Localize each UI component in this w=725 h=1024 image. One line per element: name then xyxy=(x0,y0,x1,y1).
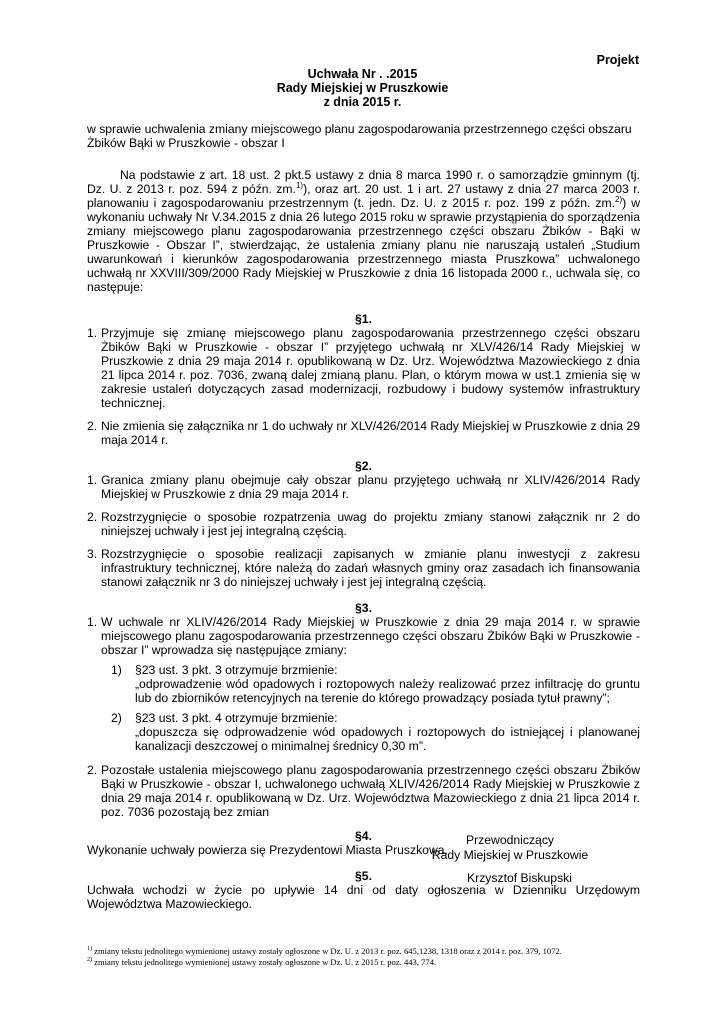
item-intro: W uchwale nr XLIV/426/2014 Rady Miejskiej w Pruszkowie z dnia 29 maja 2014 r. w sprawie miejscowego planu zagospodarowania przestrzennego części obszaru Żbików Bąki w Pruszkowie - obszar I” wprowadza się następujące zmiany: xyxy=(101,615,640,657)
item-number: 2. xyxy=(87,419,98,433)
sub-item-heading: §23 ust. 3 pkt. 3 otrzymuje brzmienie: xyxy=(135,663,338,677)
footnote-ref-1: 1) xyxy=(295,180,304,190)
section-5-title: §5. xyxy=(355,869,372,883)
section-2-list xyxy=(87,473,640,589)
footnote xyxy=(87,957,647,968)
item-number: 2. xyxy=(87,763,98,777)
sub-item-text: „dopuszcza się odprowadzenie wód opadowych i roztopowych do istniejącej i planowanej kanalizacji deszczowej o minimalnej średnicy 0,30 m”. xyxy=(135,725,640,753)
list-item xyxy=(87,763,640,819)
resolution-header xyxy=(0,67,725,109)
section-4-title: §4. xyxy=(355,829,372,843)
council-name: Rady Miejskiej w Pruszkowie xyxy=(276,81,449,95)
footnotes xyxy=(87,946,647,968)
item-text: Rozstrzygnięcie o sposobie rozpatrzenia uwag do projektu zmiany stanowi załącznik nr 2 do niniejszej uchwały i jest jej integralną częścią. xyxy=(101,510,640,538)
list-item xyxy=(87,547,640,589)
sub-item-heading: §23 ust. 3 pkt. 4 otrzymuje brzmienie: xyxy=(135,711,338,725)
item-number: 1. xyxy=(87,615,98,629)
list-item xyxy=(87,615,640,759)
item-text: Rozstrzygnięcie o sposobie realizacji zapisanych w zmianie planu inwestycji z zakresu infrastruktury technicznej, które należą do zadań własnych gminy oraz zasadach ich finansowania stanowi załącznik nr 3 do niniejszej uchwały i jest jej integralną częścią. xyxy=(101,547,640,589)
item-text xyxy=(101,615,640,759)
section-1-title: §1. xyxy=(355,312,372,326)
sub-item-number: 2) xyxy=(111,711,122,725)
document-body xyxy=(87,122,640,923)
item-number: 1. xyxy=(87,473,98,487)
intro-part3: ) w wykonaniu uchwały Nr V.34.2015 z dnia 26 lutego 2015 roku w sprawie przystąpienia do sporządzenia zmiany miejscowego planu zagospodarowania przestrzennego części obszaru Żbików - Bąki w Pruszkowie - Obszar I”, stwierdzając, że ustalenia zmiany planu nie naruszają ustaleń „Studium uwarunkowań i kierunków zagospodarowania przestrzennego miasta Pruszkowa” uchwalonego uchwałą nr XXVIII/309/2000 Rady Miejskiej w Pruszkowie z dnia 16 listopada 2000 r., uchwala się, co następuje: xyxy=(87,196,641,294)
signatory-name: Krzysztof Biskupski xyxy=(467,871,572,885)
project-label: Projekt xyxy=(596,53,639,67)
list-item xyxy=(87,473,640,501)
item-text: Nie zmienia się załącznika nr 1 do uchwały nr XLV/426/2014 Rady Miejskiej w Pruszkowie z dnia 29 maja 2014 r. xyxy=(101,419,640,447)
item-text: Granica zmiany planu obejmuje cały obszar planu przyjętego uchwałą nr XLIV/426/2014 Rady Miejskiej w Pruszkowie z dnia 29 maja 2014 r. xyxy=(101,473,640,501)
sub-item-number: 1) xyxy=(111,663,122,677)
section-2-title: §2. xyxy=(355,459,372,473)
section-5-text: Uchwała wchodzi w życie po upływie 14 dni od daty ogłoszenia w Dzienniku Urzędowym Województwa Mazowieckiego. xyxy=(87,883,640,911)
sub-item-body xyxy=(135,711,640,753)
sub-item xyxy=(101,663,640,705)
sub-item-text: „odprowadzenie wód opadowych i roztopowych należy realizować przez infiltrację do gruntu lub do zbiorników retencyjnych na terenie do którego prowadzący posiada tytuł prawny”; xyxy=(135,677,640,705)
section-4-text: Wykonanie uchwały powierza się Prezydentowi Miasta Pruszkowa. xyxy=(87,843,448,857)
footnote xyxy=(87,946,647,957)
item-text: Przyjmuje się zmianę miejscowego planu zagospodarowania przestrzennego części obszaru Żbików Bąki w Pruszkowie - obszar I” przyjętego uchwałą nr XLV/426/14 Rady Miejskiej w Pruszkowie z dnia 29 maja 2014 r. opublikowaną w Dz. Urz. Województwa Mazowieckiego z dnia 21 lipca 2014 r. poz. 7036, zwaną dalej zmianą planu. Plan, o którym mowa w ust.1 zmienia się w zakresie ustaleń dotyczących zasad modernizacji, rozbudowy i budowy systemów infrastruktury technicznej. xyxy=(101,326,640,410)
item-text: Pozostałe ustalenia miejscowego planu zagospodarowania przestrzennego części obszaru Żbików Bąki w Pruszkowie - obszar I, uchwalonego uchwałą XLIV/426/2014 Rady Miejskiej w Pruszkowie z dnia 29 maja 2014 r. opublikowaną w Dz. Urz. Województwa Mazowieckiego z dnia 21 lipca 2014 r. poz. 7036 pozostają bez zmian xyxy=(101,763,640,819)
signature-block xyxy=(400,833,620,863)
resolution-number: Uchwała Nr . .2015 xyxy=(307,67,418,81)
footnote-ref-2: 2) xyxy=(615,194,623,204)
section-3-list xyxy=(87,615,640,819)
resolution-date: z dnia 2015 r. xyxy=(323,95,402,109)
signature-role: Przewodniczący xyxy=(465,833,555,847)
footnote-mark: 1) xyxy=(87,946,92,953)
sub-item-body xyxy=(135,663,640,705)
item-number: 1. xyxy=(87,326,98,340)
intro-part2: ), oraz art. 20 ust. 1 i art. 27 ustawy z dnia 27 marca 2003 r. planowaniu i zagospodarowaniu przestrzennym (t. jedn. Dz. U. z 2015 r. poz. 199 z późn. zm. xyxy=(87,182,640,210)
footnote-text: zmiany tekstu jednolitego wymienionej ustawy zostały ogłoszone w Dz. U. z 2013 r. poz. 645,1238, 1318 oraz z 2014 r. poz. 379, 1072. xyxy=(92,946,562,956)
resolution-topic: w sprawie uchwalenia zmiany miejscowego planu zagospodarowania przestrzennego części obszaru Żbików Bąki w Pruszkowie - obszar I xyxy=(87,122,632,150)
item-number: 2. xyxy=(87,510,98,524)
list-item xyxy=(87,326,640,410)
signature-council: Rady Miejskiej w Pruszkowie xyxy=(431,848,589,862)
list-item xyxy=(87,419,640,447)
sub-item xyxy=(101,711,640,753)
footnote-mark: 2) xyxy=(87,957,92,964)
footnote-text: zmiany tekstu jednolitego wymienionej ustawy zostały ogłoszone w Dz. U. z 2015 r. poz. 443, 774. xyxy=(92,957,437,967)
section-3-title: §3. xyxy=(355,601,372,615)
list-item xyxy=(87,510,640,538)
item-number: 3. xyxy=(87,547,98,561)
intro-part1: Na podstawie z art. 18 ust. 2 pkt.5 ustawy z dnia 8 marca 1990 r. o samorządzie gminnym (tj. Dz. U. z 2013 r. poz. 594 z późn. zm. xyxy=(87,168,640,196)
legal-basis-paragraph xyxy=(87,168,640,294)
section-1-list xyxy=(87,326,640,447)
